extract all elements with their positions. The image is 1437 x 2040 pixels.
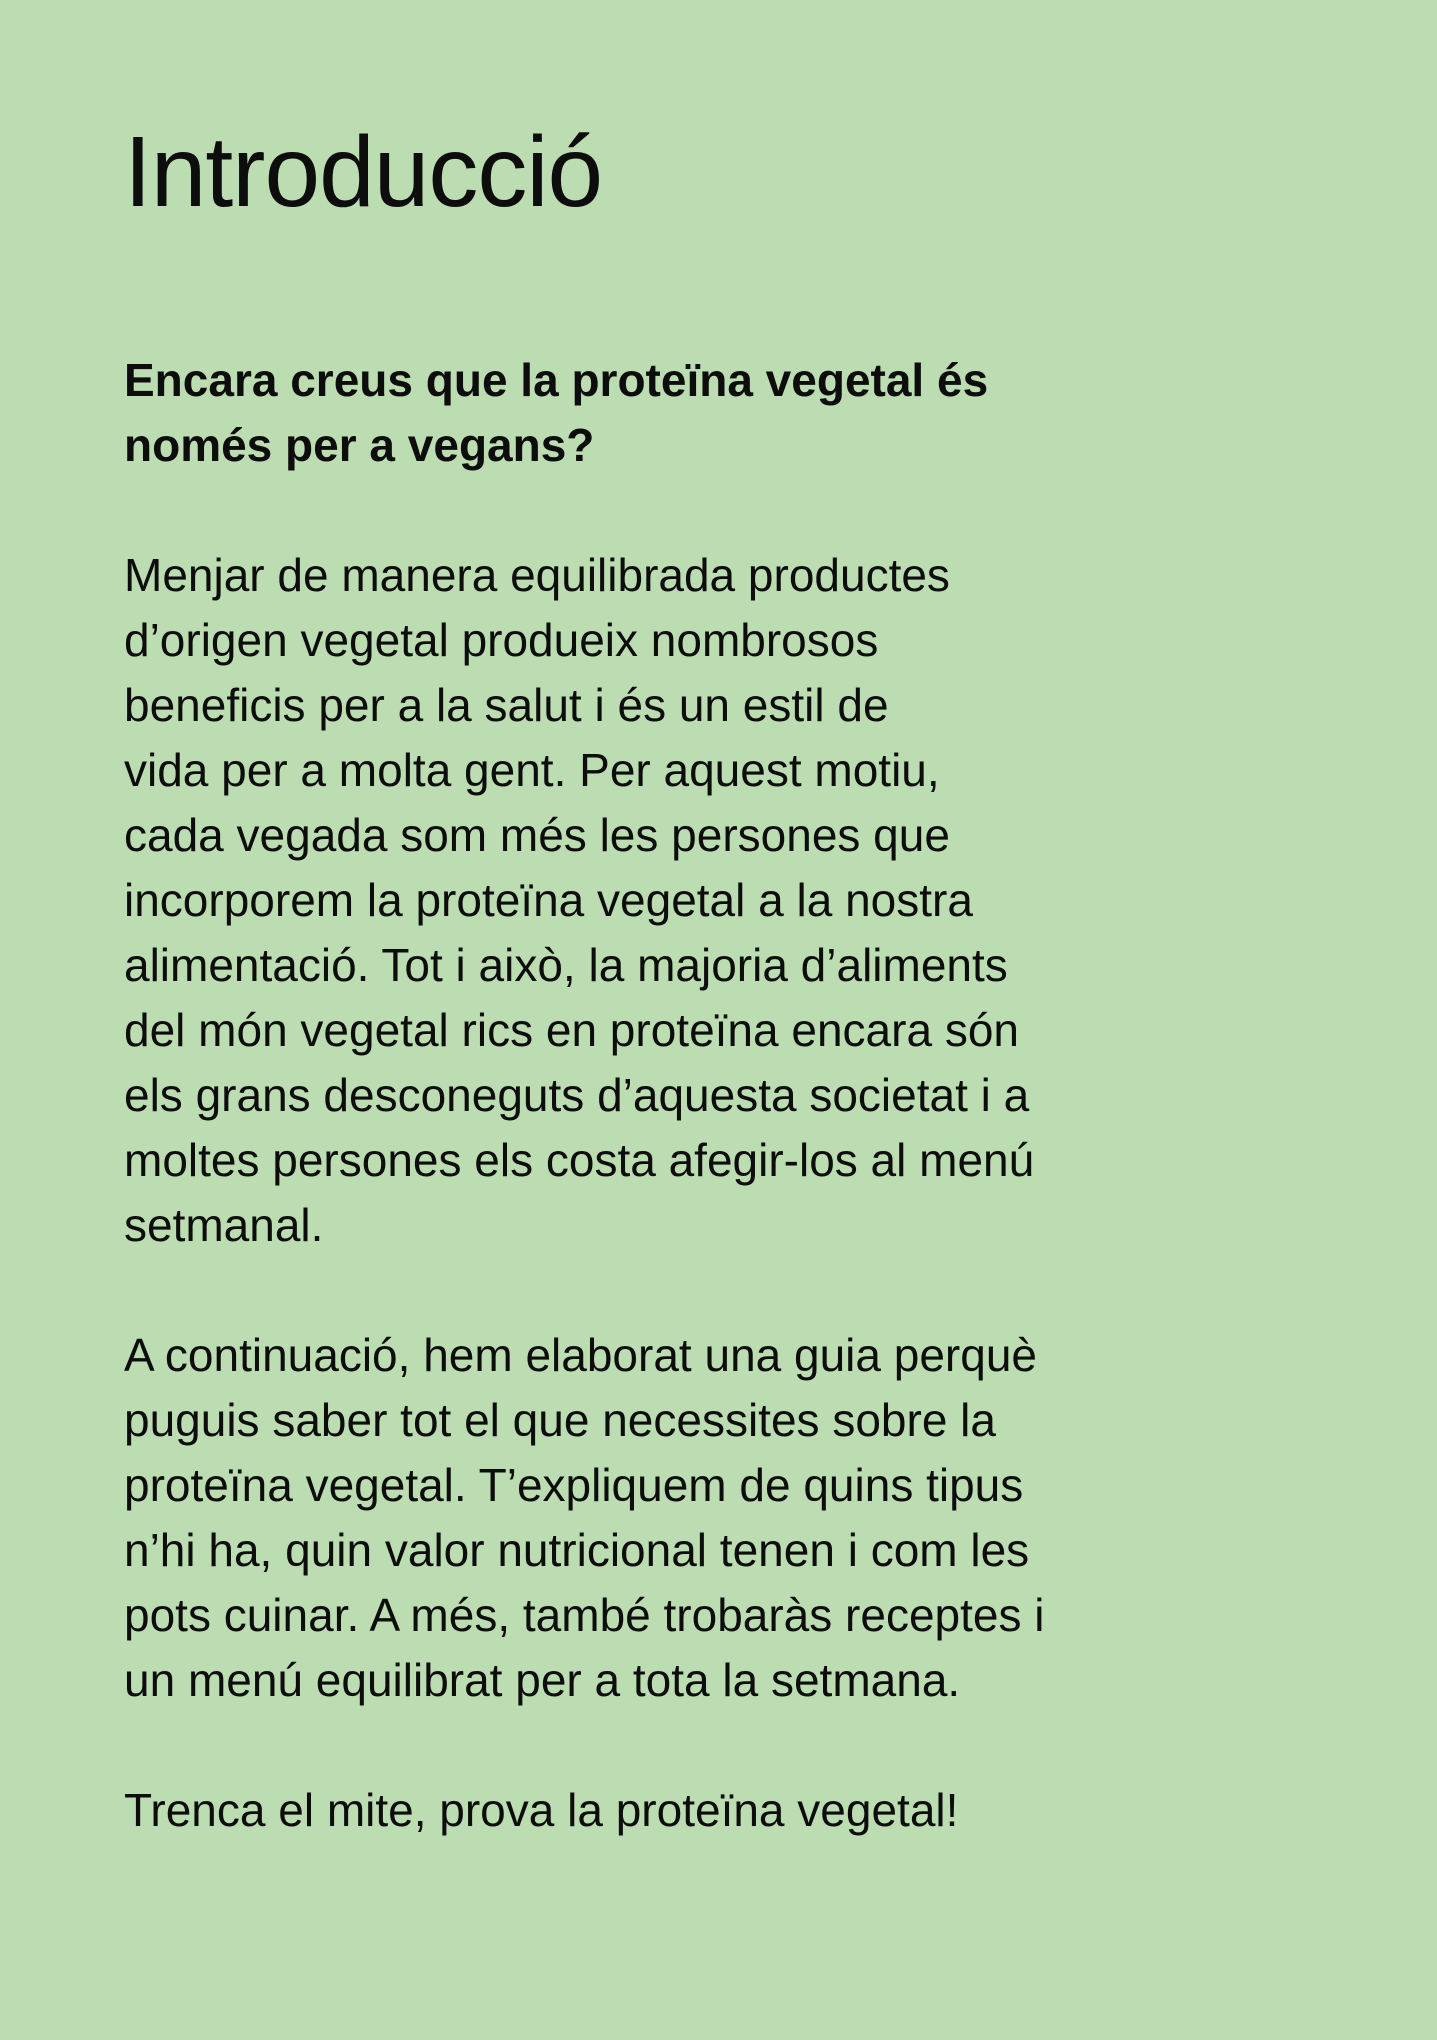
paragraph-line: alimentació. Tot i això, la majoria d’aliments <box>124 939 1008 991</box>
paragraph-line: del món vegetal rics en proteïna encara són <box>124 1004 1019 1056</box>
paragraph-line: d’origen vegetal produeix nombrosos <box>124 614 879 666</box>
paragraph-line: setmanal. <box>124 1199 324 1251</box>
paragraph-line: un menú equilibrat per a tota la setmana. <box>124 1654 961 1706</box>
paragraph-line: cada vegada som més les persones que <box>124 809 950 861</box>
paragraph-line: moltes persones els costa afegir-los al menú <box>124 1134 1035 1186</box>
paragraph-closing <box>124 1778 1274 1843</box>
paragraph-line: pots cuinar. A més, també trobaràs receptes i <box>124 1589 1045 1641</box>
paragraph-line: n’hi ha, quin valor nutricional tenen i com les <box>124 1524 1030 1576</box>
page-content <box>124 348 1274 1908</box>
paragraph-line: Menjar de manera equilibrada productes <box>124 549 950 601</box>
paragraph-line: puguis saber tot el que necessites sobre la <box>124 1394 996 1446</box>
paragraph-line: Trenca el mite, prova la proteïna vegetal! <box>124 1784 959 1836</box>
paragraph-line: vida per a molta gent. Per aquest motiu, <box>124 744 940 796</box>
paragraph-line: beneficis per a la salut i és un estil de <box>124 679 889 731</box>
lead-line: només per a vegans? <box>124 419 595 471</box>
paragraph-line: incorporem la proteïna vegetal a la nostra <box>124 874 973 926</box>
paragraph-intro <box>124 543 1274 1258</box>
page-title: Introducció <box>124 116 603 228</box>
lead-question <box>124 348 1274 478</box>
paragraph-line: proteïna vegetal. T’expliquem de quins tipus <box>124 1459 1024 1511</box>
paragraph-line: els grans desconeguts d’aquesta societat i a <box>124 1069 1030 1121</box>
paragraph-guide <box>124 1323 1274 1713</box>
paragraph-line: A continuació, hem elaborat una guia perquè <box>124 1329 1037 1381</box>
lead-line: Encara creus que la proteïna vegetal és <box>124 354 989 406</box>
